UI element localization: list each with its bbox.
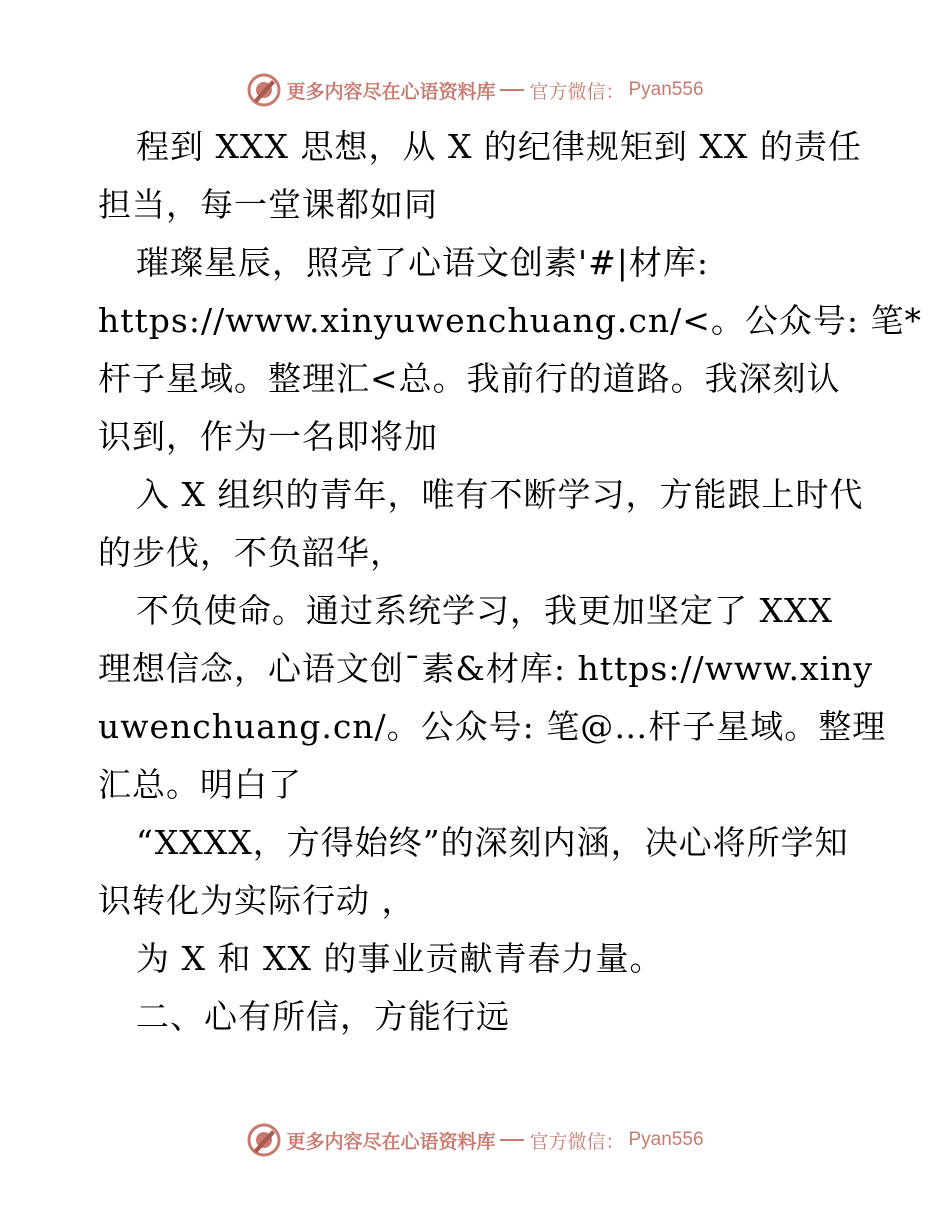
header-wechat-label: 官方微信： [529, 80, 625, 103]
body-line: https://www.xinyuwenchuang.cn/<。公众号: 笔* [98, 301, 922, 340]
body-line: 入 X 组织的青年，唯有不断学习，方能跟上时代 [136, 475, 864, 514]
pen-logo-icon [246, 1122, 282, 1158]
section-heading: 二、心有所信，方能行远 [136, 997, 510, 1036]
pen-logo-icon [246, 72, 282, 108]
footer-wechat-id: Pyan556 [628, 1129, 704, 1150]
footer-site-text: 更多内容尽在心语资料库 [286, 1130, 496, 1153]
header-site-text: 更多内容尽在心语资料库 [286, 80, 496, 103]
body-line: 璀璨星辰，照亮了心语文创素'#|材库: [136, 243, 709, 282]
body-line: 识到，作为一名即将加 [98, 417, 438, 456]
body-line: 汇总。明白了 [98, 765, 302, 804]
body-line: 程到 XXX 思想，从 X 的纪律规矩到 XX 的责任 [136, 127, 862, 166]
body-line: 为 X 和 XX 的事业贡献青春力量。 [136, 939, 664, 978]
body-line: 识转化为实际行动 ， [98, 881, 416, 920]
body-line: 理想信念，心语文创¯素&材库: https://www.xiny [98, 649, 874, 688]
body-line: 的步伐，不负韶华， [98, 533, 404, 572]
body-line: 不负使命。通过系统学习，我更加坚定了 XXX [136, 591, 833, 630]
body-line: 杆子星域。整理汇<总。我前行的道路。我深刻认 [98, 359, 841, 398]
header-banner [0, 68, 950, 112]
body-line: 担当，每一堂课都如同 [98, 185, 438, 224]
header-wechat-id: Pyan556 [628, 79, 704, 100]
footer-dash [500, 1139, 524, 1141]
body-line: uwenchuang.cn/。公众号: 笔@…杆子星域。整理 [98, 707, 887, 746]
footer-banner [0, 1118, 950, 1162]
header-dash [500, 89, 524, 91]
body-line: “XXXX，方得始终”的深刻内涵，决心将所学知 [136, 823, 849, 862]
document-body [98, 118, 922, 1046]
footer-wechat-label: 官方微信： [529, 1130, 625, 1153]
